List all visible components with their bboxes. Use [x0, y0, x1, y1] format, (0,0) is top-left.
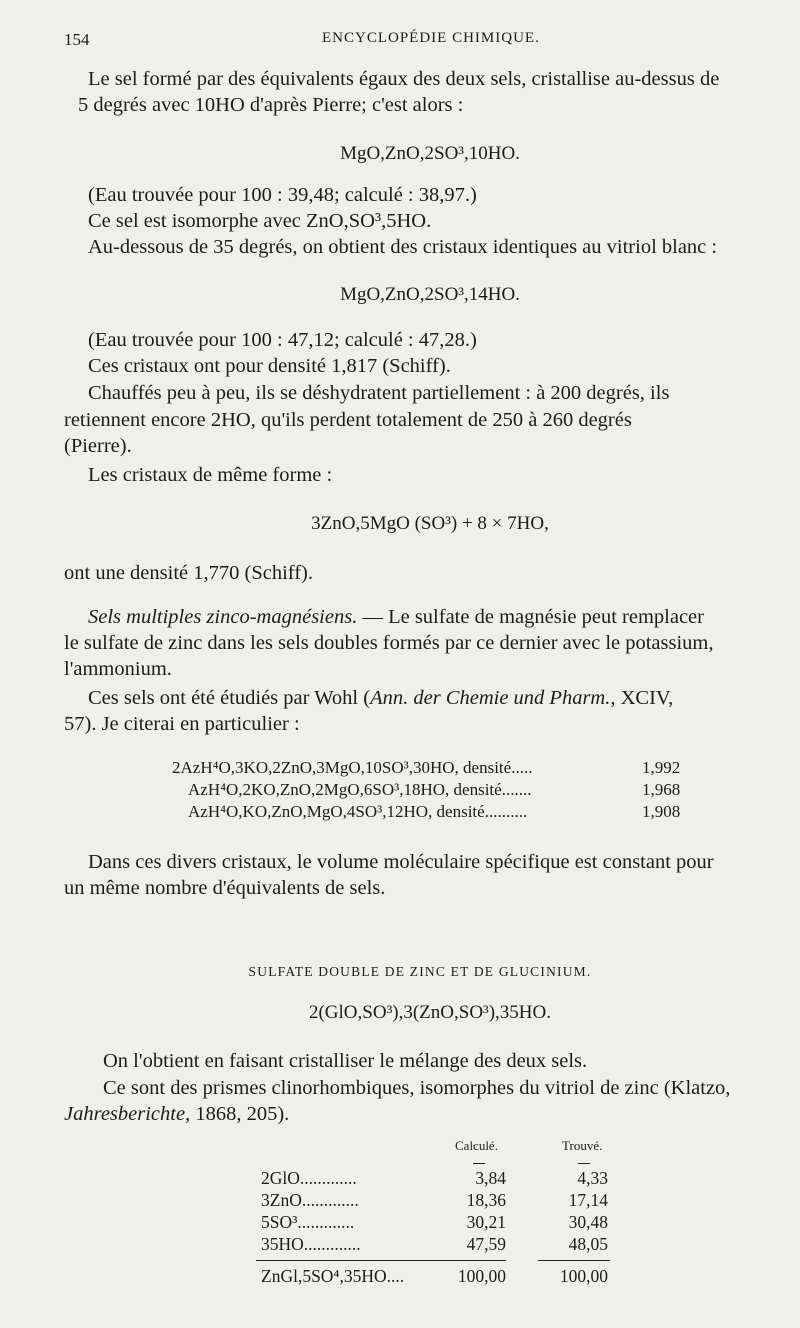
text-line: Le sel formé par des équivalents égaux des deux sels, cristallise au-dessus de	[88, 68, 720, 90]
text-line: Les cristaux de même forme :	[88, 464, 333, 486]
italic-heading: Sels multiples zinco-magnésiens.	[88, 606, 358, 628]
formula: 3ZnO,5MgO (SO³) + 8 × 7HO,	[311, 513, 549, 534]
text-line: Ce sont des prismes clinorhombiques, isomorphes du vitriol de zinc (Klatzo,	[103, 1077, 731, 1099]
paragraph-first-line: Sels multiples zinco-magnésiens. — Le sulfate de magnésie peut remplacer	[88, 606, 704, 628]
total-rule	[538, 1260, 610, 1261]
density-row: 2AzH⁴O,3KO,2ZnO,3MgO,10SO³,30HO, densité..... 1,992	[172, 758, 681, 777]
text-line: retiennent encore 2HO, qu'ils perdent totalement de 250 à 260 degrés	[64, 409, 632, 431]
density-row: AzH⁴O,KO,ZnO,MgO,4SO³,12HO, densité.......... 1,908	[188, 802, 681, 821]
text-line: Chauffés peu à peu, ils se déshydratent partiellement : à 200 degrés, ils	[88, 382, 670, 404]
density-row: AzH⁴O,2KO,ZnO,2MgO,6SO³,18HO, densité....... 1,968	[188, 780, 681, 799]
text-line: Ce sel est isomorphe avec ZnO,SO³,5HO.	[88, 210, 432, 232]
section-formula: 2(GlO,SO³),3(ZnO,SO³),35HO.	[308, 1002, 552, 1023]
text-line: un même nombre d'équivalents de sels.	[64, 877, 386, 899]
text-line: Jahresberichte, 1868, 205).	[64, 1103, 290, 1125]
section-title: SULFATE DOUBLE DE ZINC ET DE GLUCINIUM.	[248, 964, 592, 979]
page-header	[64, 30, 774, 54]
text-line: (Eau trouvée pour 100 : 47,12; calculé : 47,28.)	[88, 329, 477, 351]
dash-rule	[578, 1163, 590, 1164]
text-line: l'ammonium.	[64, 658, 172, 680]
journal-title: Jahresberichte	[64, 1103, 186, 1125]
column-header-calc: Calculé.	[455, 1138, 498, 1153]
page-number: 154	[64, 30, 90, 49]
text-line: ont une densité 1,770 (Schiff).	[64, 562, 313, 584]
running-title: ENCYCLOPÉDIE CHIMIQUE.	[322, 30, 540, 46]
text-line: Dans ces divers cristaux, le volume moléculaire spécifique est constant pour	[88, 851, 714, 873]
table-total-row: ZnGl,5SO⁴,35HO.... 100,00 100,00	[261, 1266, 608, 1286]
text-line: (Pierre).	[64, 435, 132, 457]
table-row: 35HO............. 47,59 48,05	[261, 1234, 608, 1254]
formula: MgO,ZnO,2SO³,10HO.	[340, 143, 520, 164]
table-row: 2GlO............. 3,84 4,33	[261, 1168, 608, 1188]
formula: MgO,ZnO,2SO³,14HO.	[340, 284, 520, 305]
text-line: On l'obtient en faisant cristalliser le mélange des deux sels.	[103, 1050, 588, 1072]
text-line: Ces sels ont été étudiés par Wohl (Ann. der Chemie und Pharm., XCIV,	[88, 687, 674, 709]
column-header-found: Trouvé.	[562, 1138, 603, 1153]
total-rule	[256, 1260, 506, 1261]
text-line: (Eau trouvée pour 100 : 39,48; calculé : 38,97.)	[88, 184, 477, 206]
journal-title: Ann. der Chemie und Pharm.	[370, 687, 611, 709]
table-row: 5SO³............. 30,21 30,48	[261, 1212, 608, 1232]
text-line: Ces cristaux ont pour densité 1,817 (Schiff).	[88, 355, 451, 377]
dash-rule	[473, 1163, 485, 1164]
text-line: Au-dessous de 35 degrés, on obtient des cristaux identiques au vitriol blanc :	[88, 236, 718, 258]
text-line: 5 degrés avec 10HO d'après Pierre; c'est alors :	[78, 94, 464, 116]
text-line: 57). Je citerai en particulier :	[64, 713, 300, 735]
table-row: 3ZnO............. 18,36 17,14	[261, 1190, 608, 1210]
text-line: le sulfate de zinc dans les sels doubles formés par ce dernier avec le potassium,	[64, 632, 714, 654]
